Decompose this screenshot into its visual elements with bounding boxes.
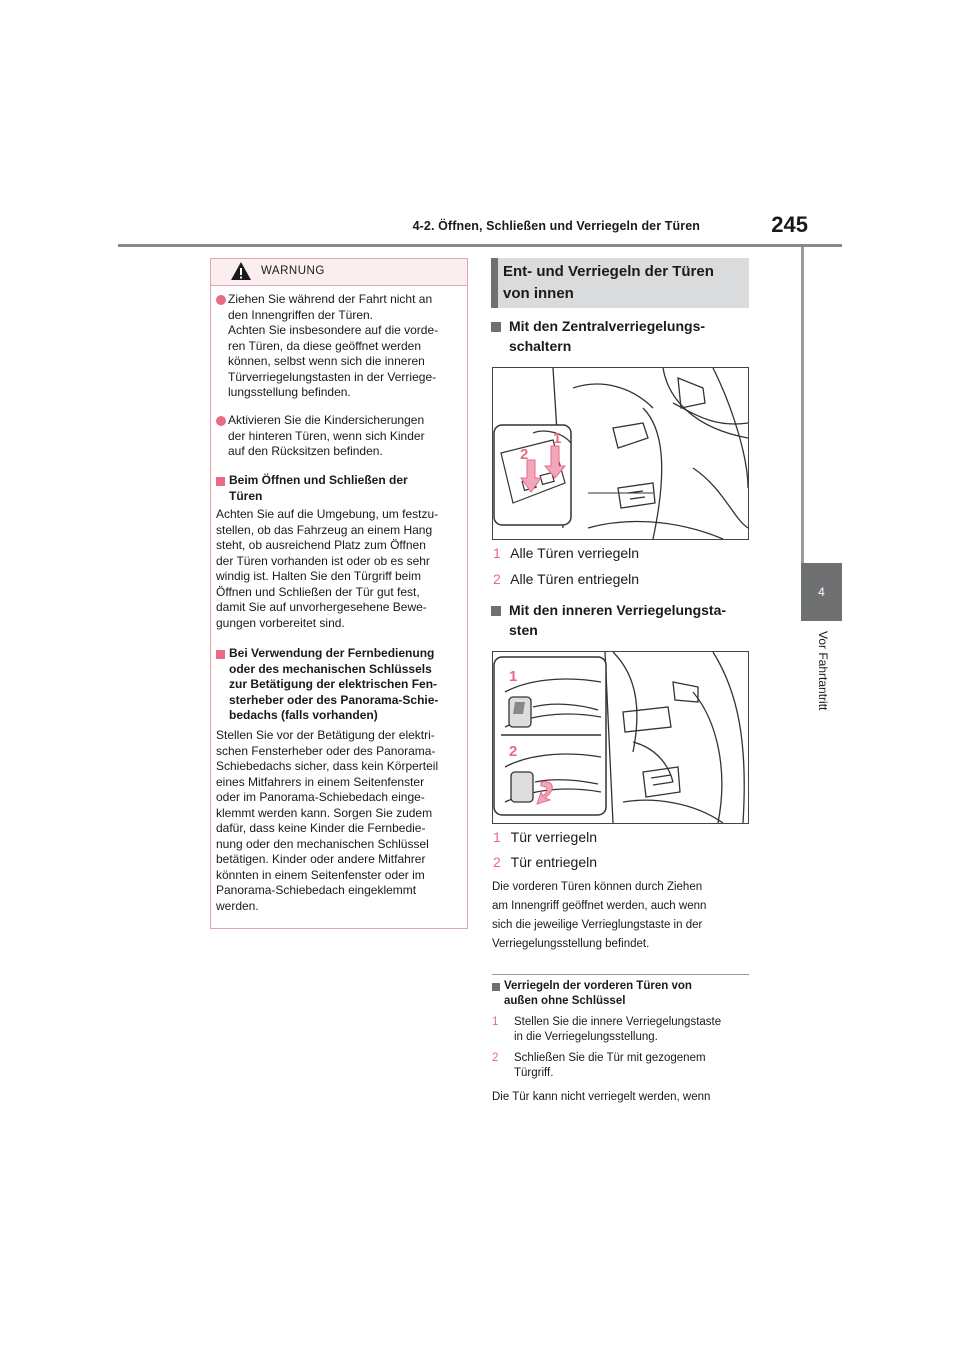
- subheading-central-lock: Mit den Zentralverriegelungs- schaltern: [509, 318, 706, 354]
- header-rule: [118, 244, 842, 247]
- side-rule: [801, 247, 804, 563]
- warning-title: WARNUNG: [261, 265, 325, 277]
- section-marker: [216, 650, 225, 659]
- chapter-label: Vor Fahrtantritt: [816, 631, 830, 711]
- bullet-dot: [216, 295, 226, 305]
- callout-1: 1: [509, 668, 518, 685]
- section-heading-bar: [491, 258, 498, 308]
- subheading-lock-without-key: Verriegeln der vorderen Türen von außen ohne Schlüssel: [504, 980, 692, 1007]
- warning-bullet-1: Ziehen Sie während der Fahrt nicht an den Innengriffen der Türen. Achten Sie insbesondere auf die vorde- ren Türen, da diese geöffnet werden können, selbst wenn sich die inneren Türverriegelungstasten in der Verriege- lungsstellung befinden.: [228, 292, 439, 399]
- subheading-marker: [491, 606, 501, 616]
- last-line: Die Tür kann nicht verriegelt werden, wenn: [492, 1091, 711, 1103]
- paragraph-front-doors: Die vorderen Türen können durch Ziehen am Innengriff geöffnet werden, auch wenn sich die jeweilige Verrieglungstaste in der Verriegelungsstellung befindet.: [492, 881, 707, 950]
- step-lock-all: 1 Alle Türen verriegeln: [493, 545, 640, 561]
- callout-1: 1: [553, 430, 562, 447]
- figure-inside-lock-button: [492, 651, 749, 824]
- section-title: 4-2. Öffnen, Schließen und Verriegeln der Türen: [412, 219, 700, 233]
- section-marker: [216, 477, 225, 486]
- subheading-inside-lock: Mit den inneren Verriegelungsta- sten: [509, 602, 727, 638]
- step-close-door: 2 Schließen Sie die Tür mit gezogenem Türgriff.: [492, 1052, 706, 1079]
- callout-2: 2: [520, 446, 529, 463]
- warning-heading-1: Beim Öffnen und Schließen der Türen: [229, 473, 408, 503]
- warning-triangle-icon: [230, 261, 252, 281]
- warning-box: [210, 258, 468, 929]
- step-unlock-all: 2 Alle Türen entriegeln: [493, 571, 640, 587]
- step-move-lock-button: 1 Stellen Sie die innere Verriegelungstaste in die Verriegelungsstellung.: [492, 1016, 722, 1043]
- warning-text-2: Stellen Sie vor der Betätigung der elektri- schen Fensterheber oder des Panorama- Schiebedachs sicher, dass kein Körperteil eines Mitfahrers in einem Seitenfenster oder im Panorama-Schiebedach einge- klemmt werden kann. Sorgen Sie zudem dafür, dass keine Kinder die Fernbedie- nung oder den mechanischen Schlüssel betätigen. Kinder oder andere Mitfahrer könnten in einem Seitenfenster oder im Panorama-Schiebedach eingeklemmt werden.: [216, 728, 439, 913]
- section-heading: Ent- und Verriegeln der Türen von innen: [503, 263, 714, 302]
- door-switch-illustration: [493, 368, 748, 539]
- warning-header: [211, 259, 467, 286]
- warning-bullet-2: Aktivieren Sie die Kindersicherungen der hinteren Türen, wenn sich Kinder auf den Rücksitzen befinden.: [228, 413, 425, 458]
- warning-text-1: Achten Sie auf die Umgebung, um festzu- stellen, ob das Fahrzeug an einem Hang steht, ob ausreichend Platz zum Öffnen der Türen vorhanden ist oder ob es sehr windig ist. Halten Sie den Türgriff beim Öffnen und Schließen der Tür gut fest, damit Sie auf unvorhergesehene Bewe- gungen vorbereitet sind.: [216, 507, 439, 630]
- callout-2: 2: [509, 743, 518, 760]
- step-lock-door: 1 Tür verriegeln: [493, 829, 598, 845]
- chapter-tab[interactable]: 4: [801, 563, 842, 621]
- page-number: 245: [771, 212, 808, 237]
- figure-central-lock-switch: [492, 367, 749, 540]
- bullet-dot: [216, 416, 226, 426]
- inside-lock-illustration: [493, 652, 748, 823]
- subheading-marker: [491, 322, 501, 332]
- subheading-marker: [492, 983, 500, 991]
- divider: [492, 974, 749, 975]
- warning-heading-2: Bei Verwendung der Fernbedienung oder des mechanischen Schlüssels zur Betätigung der elektrischen Fen- sterheber oder des Panorama-Schie- bedachs (falls vorhanden): [229, 646, 439, 722]
- step-unlock-door: 2 Tür entriegeln: [493, 854, 598, 870]
